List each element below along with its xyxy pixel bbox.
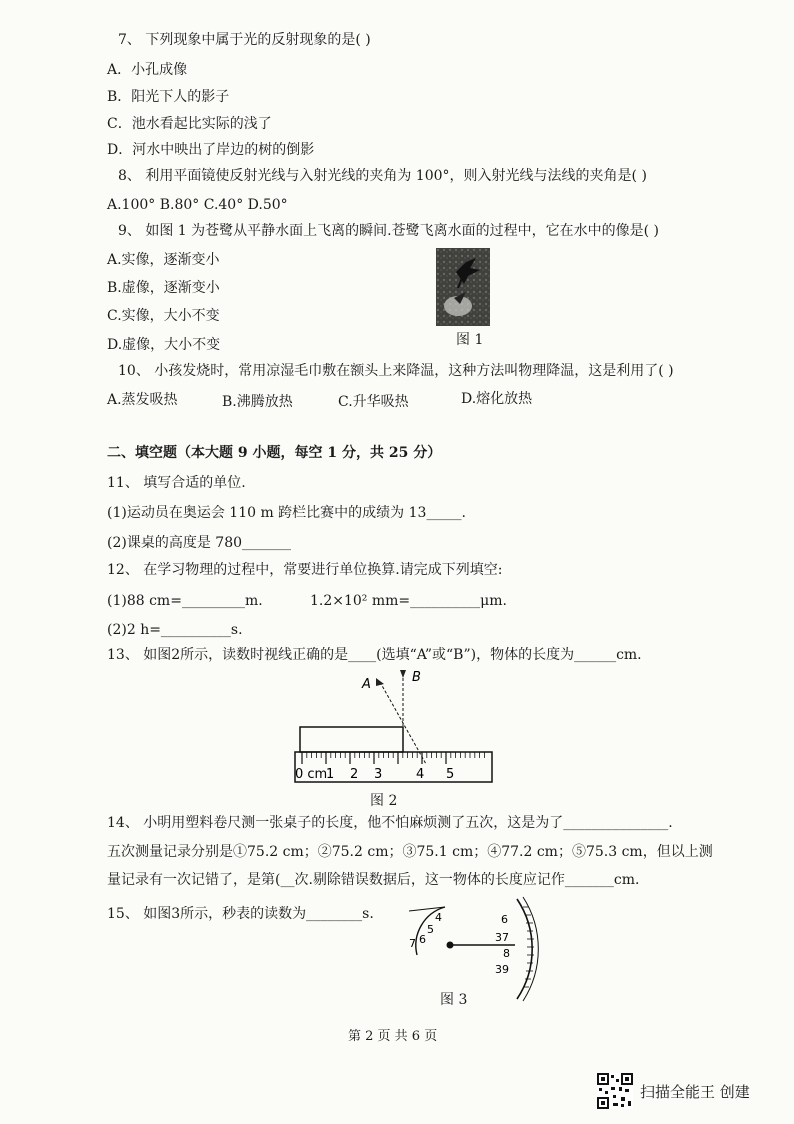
- ruler-label-4: 4: [416, 767, 425, 782]
- question-13-stem: 13、 如图2所示，读数时视线正确的是____(选填“A”或“B”)，物体的长度为______cm.: [107, 647, 642, 663]
- ruler-label-1: 1: [326, 767, 335, 782]
- dial-center: [447, 942, 454, 949]
- question-14-line-3: 量记录有一次记错了，是第(__次.剔除错误数据后，这一物体的长度应记作_______cm.: [107, 872, 640, 888]
- question-15-stem: 15、 如图3所示，秒表的读数为________s.: [107, 906, 374, 922]
- question-12-item-1a: (1)88 cm=_________m.: [107, 593, 263, 609]
- question-7-stem: 7、 下列现象中属于光的反射现象的是( ): [118, 32, 371, 48]
- question-7-option-c: C．池水看起比实际的浅了: [107, 116, 272, 132]
- large-dial-label-8: 8: [503, 947, 510, 960]
- figure-3-caption: 图 3: [440, 992, 468, 1008]
- question-10-option-d: D.熔化放热: [461, 391, 533, 407]
- question-14-line-1: 14、 小明用塑料卷尺测一张桌子的长度，他不怕麻烦测了五次，这是为了_______________.: [107, 815, 673, 831]
- question-7-option-d: D．河水中映出了岸边的树的倒影: [107, 142, 315, 158]
- question-10-option-a: A.蒸发吸热: [107, 392, 178, 408]
- question-11-item-2: (2)课桌的高度是 780_______: [107, 535, 292, 551]
- question-9-option-b: B.虚像，逐渐变小: [107, 280, 220, 296]
- question-7-option-b: B．阳光下人的影子: [107, 89, 230, 105]
- figure-1-heron-photo: [436, 248, 490, 326]
- question-9-option-a: A.实像，逐渐变小: [107, 252, 220, 268]
- question-12-item-2: (2)2 h=__________s.: [107, 622, 243, 638]
- ruler-label-5: 5: [446, 767, 455, 782]
- question-9-option-c: C.实像，大小不变: [107, 308, 220, 324]
- figure-2-caption: 图 2: [370, 793, 398, 809]
- figure-2-ruler-diagram: [290, 668, 500, 792]
- question-12-item-1b: 1.2×10² mm=__________μm.: [310, 593, 507, 609]
- small-dial-label-4: 4: [435, 911, 442, 924]
- sight-label-b: B: [412, 670, 421, 685]
- page-number: 第 2 页 共 6 页: [348, 1029, 438, 1044]
- section-2-heading: 二、填空题（本大题 9 小题，每空 1 分，共 25 分）: [107, 445, 442, 461]
- question-14-line-2: 五次测量记录分别是①75.2 cm；②75.2 cm；③75.1 cm；④77.2 cm；⑤75.3 cm，但以上测: [107, 844, 713, 860]
- large-dial-label-39: 39: [495, 963, 509, 976]
- qr-code-icon: [597, 1073, 633, 1109]
- question-12-stem: 12、 在学习物理的过程中，常要进行单位换算.请完成下列填空:: [107, 562, 503, 578]
- question-10-option-b: B.沸腾放热: [222, 394, 293, 410]
- question-9-option-d: D.虚像，大小不变: [107, 337, 221, 353]
- question-8-stem: 8、 利用平面镜使反射光线与入射光线的夹角为 100°，则入射光线与法线的夹角是( ): [118, 168, 647, 184]
- question-8-options: A.100° B.80° C.40° D.50°: [107, 197, 288, 213]
- question-10-stem: 10、 小孩发烧时，常用凉湿毛巾敷在额头上来降温，这种方法叫物理降温，这是利用了( ): [118, 363, 674, 379]
- large-dial-label-6: 6: [501, 913, 508, 926]
- eye-a-icon: [376, 678, 384, 686]
- ruler-label-2: 2: [350, 767, 359, 782]
- ruler-label-0: 0 cm: [295, 767, 328, 782]
- small-dial-label-5: 5: [427, 923, 434, 936]
- figure-1-caption: 图 1: [456, 332, 484, 348]
- question-9-stem: 9、 如图 1 为苍鹭从平静水面上飞离的瞬间.苍鹭飞离水面的过程中，它在水中的像是( ): [118, 223, 659, 239]
- eye-b-icon: [400, 670, 406, 678]
- measured-object: [300, 727, 403, 752]
- small-dial-label-7: 7: [409, 937, 416, 950]
- figure-3-stopwatch: [395, 895, 555, 1005]
- large-dial-arc: [517, 899, 532, 999]
- sight-label-a: A: [362, 677, 371, 692]
- small-dial-label-6: 6: [419, 933, 426, 946]
- large-dial-label-37: 37: [495, 931, 509, 944]
- ruler-label-3: 3: [374, 767, 383, 782]
- scanner-watermark: 扫描全能王 创建: [640, 1083, 750, 1101]
- question-11-stem: 11、 填写合适的单位.: [107, 475, 246, 491]
- question-10-option-c: C.升华吸热: [338, 394, 409, 410]
- question-11-item-1: (1)运动员在奥运会 110 m 跨栏比赛中的成绩为 13_____.: [107, 505, 466, 521]
- question-7-option-a: A．小孔成像: [107, 62, 188, 78]
